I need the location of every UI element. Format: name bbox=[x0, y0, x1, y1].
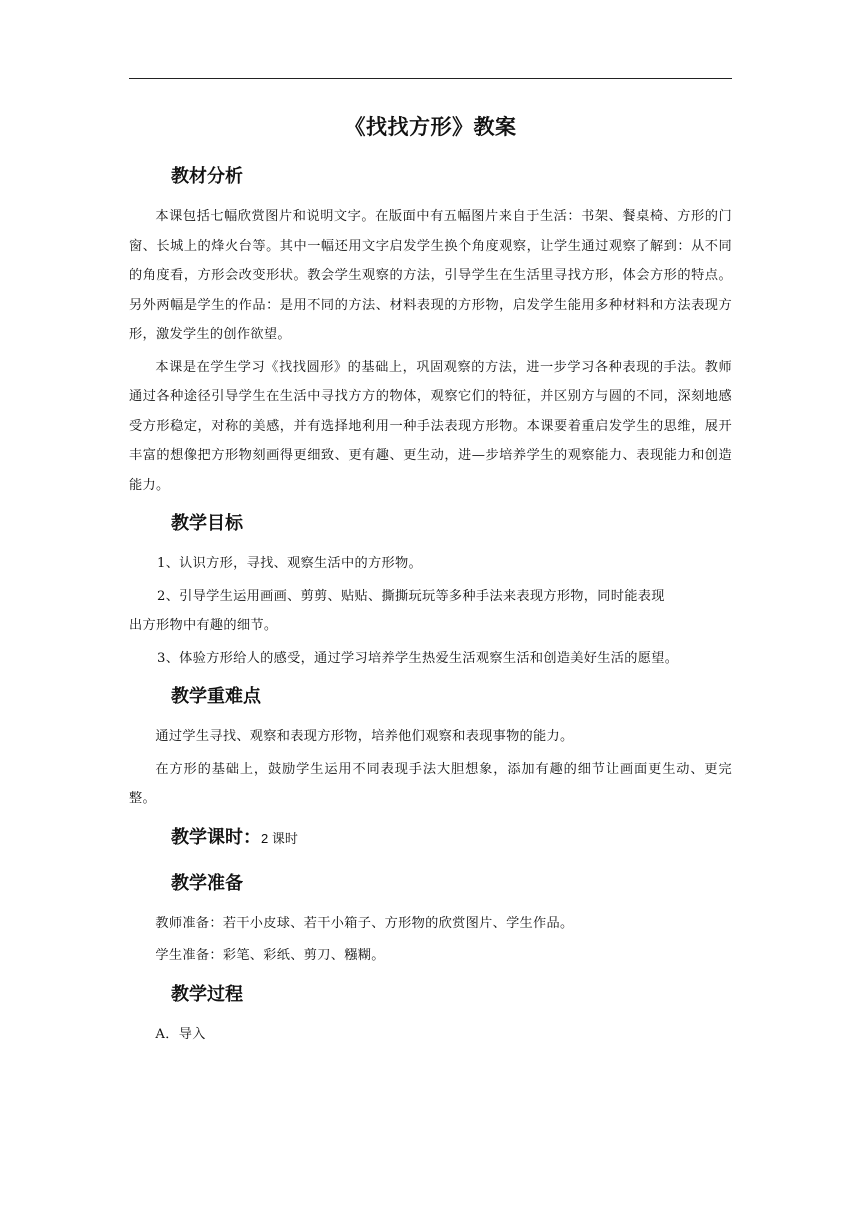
section-heading-analysis: 教材分析 bbox=[171, 166, 243, 187]
teacher-preparation: 教师准备：若干小皮球、若干小箱子、方形物的欣赏图片、学生作品。 bbox=[155, 915, 574, 931]
student-preparation: 学生准备：彩笔、彩纸、剪刀、糨糊。 bbox=[155, 948, 385, 963]
document-body bbox=[129, 104, 732, 1052]
goal-item-1: 1、认识方形，寻找、观察生活中的方形物。 bbox=[157, 556, 422, 571]
key-points-paragraph-2: 在方形的基础上，鼓励学生运用不同表现手法大胆想象，添加有趣的细节让画面更生动、更完整。 bbox=[129, 761, 732, 806]
hours-value: 2 课时 bbox=[261, 830, 298, 846]
section-heading-goals: 教学目标 bbox=[171, 513, 243, 534]
section-heading-hours: 教学课时：2 课时 bbox=[171, 826, 298, 848]
section-heading-preparation: 教学准备 bbox=[171, 872, 243, 894]
goal-item-3: 3、体验方形给人的感受，通过学习培养学生热爱生活观察生活和创造美好生活的愿望。 bbox=[157, 650, 679, 666]
section-heading-key-points: 教学重难点 bbox=[171, 686, 261, 707]
key-points-paragraph-1: 通过学生寻找、观察和表现方形物，培养他们观察和表现事物的能力。 bbox=[155, 729, 574, 744]
analysis-paragraph-1: 本课包括七幅欣赏图片和说明文字。在版面中有五幅图片来自于生活：书架、餐桌椅、方形的门窗、长城上的烽火台等。其中一幅还用文字启发学生换个角度观察，让学生通过观察了解到：从不同的角度看，方形会改变形状。教会学生观察的方法，引导学生在生活里寻找方形，体会方形的特点。另外两幅是学生的作品：是用不同的方法、材料表现的方形物，启发学生能用多种材料和方法表现方形，激发学生的创作欲望。 bbox=[129, 209, 732, 342]
goal-item-2: 2、引导学生运用画画、剪剪、贴贴、撕撕玩玩等多种手法来表现方形物，同时能表现 出方形物中有趣的细节。 bbox=[129, 588, 665, 633]
section-heading-process: 教学过程 bbox=[171, 983, 243, 1005]
process-step-a: A．导入 bbox=[155, 1026, 206, 1042]
header-rule bbox=[129, 78, 732, 79]
analysis-paragraph-2: 本课是在学生学习《找找圆形》的基础上，巩固观察的方法，进一步学习各种表现的手法。教师通过各种途径引导学生在生活中寻找方方的物体，观察它们的特征，并区别方与圆的不同，深刻地感受方形稳定，对称的美感，并有选择地利用一种手法表现方形物。本课要着重启发学生的思维，展开丰富的想像把方形物刻画得更细致、更有趣、更生动，进—步培养学生的观察能力、表现能力和创造能力。 bbox=[129, 359, 732, 493]
document-title: 《找找方形》教案 bbox=[344, 115, 517, 139]
